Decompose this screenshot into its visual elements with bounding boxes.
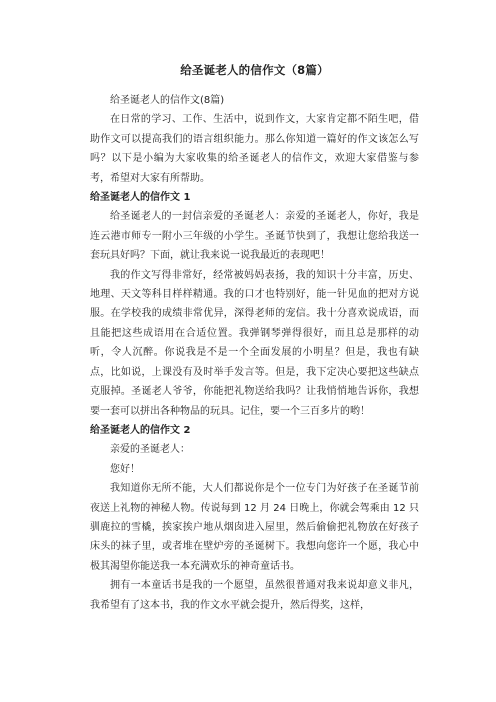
letter-greeting: 您好！ xyxy=(110,463,140,475)
document-title: 给圣诞老人的信作文（8篇） xyxy=(180,63,329,77)
document-body xyxy=(90,91,419,615)
section-heading-1: 给圣诞老人的信作文 1 xyxy=(90,192,191,204)
intro-subtitle: 给圣诞老人的信作文(8篇) xyxy=(110,95,225,106)
section-1-paragraph: 给圣诞老人的一封信亲爱的圣诞老人：亲爱的圣诞老人，你好，我是连云港市师专一附小三年级的小学生。圣诞节快到了，我想让您给我送一套玩具好吗？下面，就让我来说一说我最近的表现吧！ xyxy=(90,211,419,262)
intro-paragraph: 在日常的学习、工作、生活中，说到作文，大家肯定都不陌生吧，借助作文可以提高我们的语言组织能力。那么你知道一篇好的作文该怎么写吗？以下是小编为大家收集的给圣诞老人的信作文，欢迎大家借鉴与参考，希望对大家有所帮助。 xyxy=(90,114,419,184)
section-2-paragraph: 我知道你无所不能，大人们都说你是个一位专门为好孩子在圣诞节前夜送上礼物的神秘人物。传说每到 12 月 24 日晚上，你就会驾乘由 12 只驯鹿拉的雪橇，挨家挨户地从烟囱进入屋里，然后偷偷把礼物放在好孩子床头的袜子里，或者堆在壁炉旁的圣诞树下。我想向您许一个愿，我心中极其渴望你能送我一本充满欢乐的神奇童话书。 xyxy=(90,483,419,572)
letter-salutation: 亲爱的圣诞老人： xyxy=(110,444,190,456)
section-heading-2: 给圣诞老人的信作文 2 xyxy=(90,424,191,436)
section-1-paragraph: 我的作文写得非常好，经常被妈妈表扬，我的知识十分丰富，历史、地理、天文等科目样样精通。我的口才也特别好，能一针见血的把对方说服。在学校我的成绩非常优异，深得老师的宠信。我十分喜欢说成语，而且能把这些成语用在合适位置。我弹钢琴弹得很好，而且总是那样的动听，令人沉醉。你说我是不是一个全面发展的小明星？但是，我也有缺点，比如说，上课没有及时举手发言等。但是，我下定决心要把这些缺点克服掉。圣诞老人爷爷，你能把礼物送给我吗？让我悄悄地告诉你，我想要一套可以拼出各种物品的玩具。记住，要一个三百多片的哟！ xyxy=(90,269,419,417)
section-2-paragraph: 拥有一本童话书是我的一个愿望，虽然很普通对我来说却意义非凡，我希望有了这本书，我的作文水平就会提升，然后得奖，这样， xyxy=(90,580,419,611)
